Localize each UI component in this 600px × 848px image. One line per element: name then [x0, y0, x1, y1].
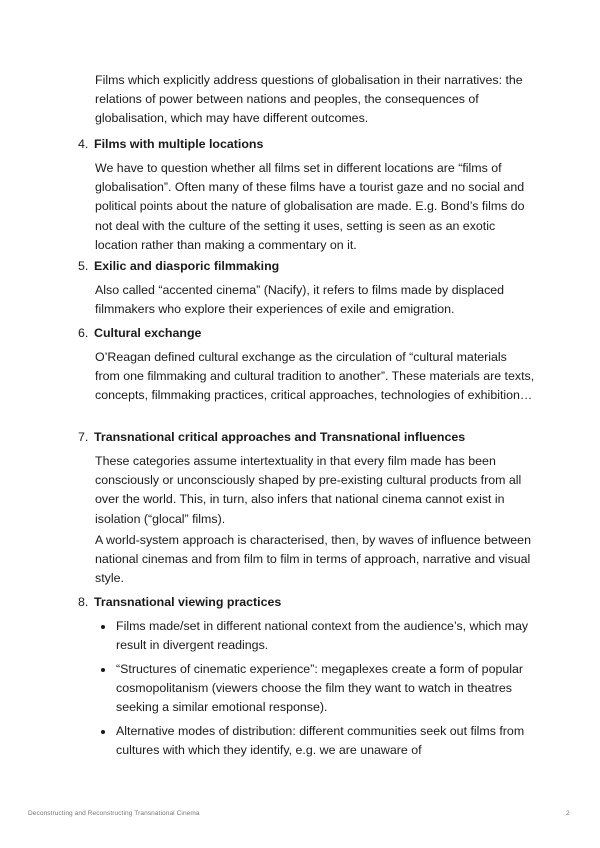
section-title: Transnational viewing practices	[94, 595, 282, 609]
list-item-text: Alternative modes of distribution: different communities seek out films from cultures with which they identify, e.g. we are unaware of	[116, 724, 525, 758]
section-heading-7	[78, 428, 465, 447]
footer-document-title: Deconstructing and Reconstructing Transnational Cinema	[28, 810, 200, 817]
bullet-icon	[101, 730, 105, 734]
section-7-paragraph-2: A world-system approach is characterised, then, by waves of influence between national cinemas and from film to film in terms of approach, narrative and visual style.	[95, 533, 531, 586]
list-item	[116, 722, 534, 760]
list-item-text: “Structures of cinematic experience”: megaplexes create a form of popular cosmopolitanism (viewers choose the film they want to watch in theatres seeking a similar emotional response).	[116, 662, 524, 715]
section-number: 4.	[78, 137, 89, 151]
section-heading-5	[78, 257, 279, 276]
section-title: Cultural exchange	[94, 326, 202, 340]
section-7-paragraph-1: These categories assume intertextuality in that every film made has been consciously or unconsciously shaped by pre-existing cultural products from all over the world. This, in turn, also infers that national cinema cannot exist in isolation (“glocal” films).	[95, 454, 522, 526]
list-item	[116, 617, 534, 655]
section-number: 5.	[78, 259, 89, 273]
list-item-text: Films made/set in different national context from the audience’s, which may result in divergent readings.	[116, 619, 529, 653]
section-title: Exilic and diasporic filmmaking	[94, 259, 280, 273]
list-item	[116, 660, 534, 718]
section-heading-8	[78, 593, 281, 612]
section-5-paragraph: Also called “accented cinema” (Nacify), it refers to films made by displaced filmmakers who explore their experiences of exile and emigration.	[95, 283, 505, 317]
footer-page-number: 2	[566, 810, 570, 817]
section-heading-4	[78, 135, 263, 154]
section-number: 7.	[78, 430, 89, 444]
section-4-paragraph: We have to question whether all films set in different locations are “films of globalisation”. Often many of these films have a tourist gaze and no social and political points about the nature of globalisation are made. E.g. Bond’s films do not deal with the culture of the setting it uses, setting is seen as an exotic location rather than making a commentary on it.	[95, 161, 525, 252]
section-number: 8.	[78, 595, 89, 609]
section-title: Films with multiple locations	[94, 137, 264, 151]
bullet-icon	[101, 625, 105, 629]
section-number: 6.	[78, 326, 89, 340]
section-title: Transnational critical approaches and Transnational influences	[94, 430, 466, 444]
section-6-paragraph: O’Reagan defined cultural exchange as the circulation of “cultural materials from one filmmaking and cultural tradition to another”. These materials are texts, concepts, filmmaking practices, critical approaches, technologies of exhibition…	[95, 350, 535, 403]
section-heading-6	[78, 324, 201, 343]
intro-paragraph: Films which explicitly address questions of globalisation in their narratives: the relations of power between nations and peoples, the consequences of globalisation, which may have different outcomes.	[95, 73, 523, 126]
bullet-icon	[101, 668, 105, 672]
